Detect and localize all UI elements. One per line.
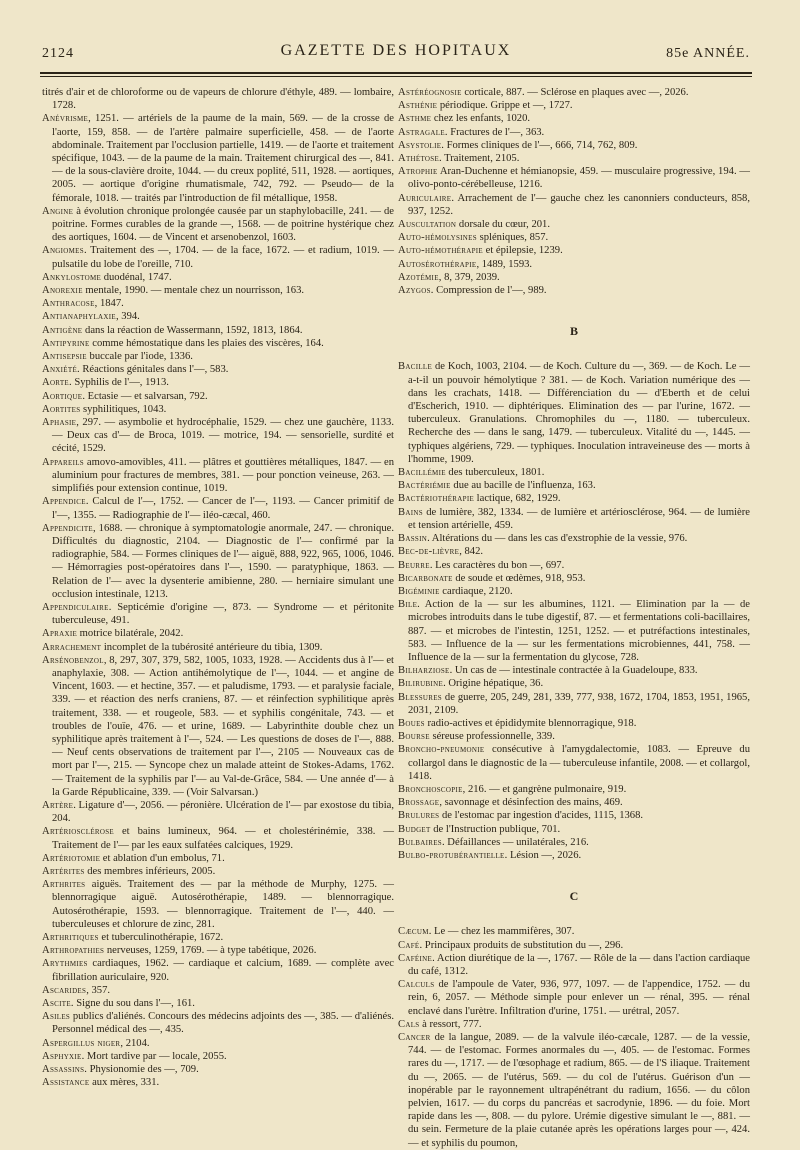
entry-heading: Astéréognosie [398,87,462,98]
entry-text: , savonnage et désinfection des mains, 469. [439,797,623,809]
entry-text: . Traitement, 2105. [439,153,520,165]
header-rule-thick [40,72,752,74]
entry-heading: Azygos [398,285,431,297]
index-entry [398,598,750,664]
index-entry [42,522,394,601]
entry-heading: Cancer [398,1032,431,1043]
index-entry [398,152,750,165]
entry-text: périodique. Grippe et —, 1727. [437,100,573,112]
index-entry [42,363,394,376]
entry-heading: Ascite [42,998,71,1010]
entry-heading: Bacillémie [398,467,446,479]
entry-text: de l'Instruction publique, 701. [430,823,561,835]
entry-text: . Physionomie des —, 709. [84,1064,199,1076]
index-entry [42,1050,394,1063]
entry-text: . Réactions génitales dans l'—, 583. [77,364,229,376]
entry-heading: Angine [42,205,74,217]
index-entry [42,931,394,944]
index-entry [398,545,750,558]
index-entry [42,852,394,865]
entry-heading: Bilharziose [398,665,450,677]
entry-text: , 1688. — chronique à symptomatologie anormale, 247. — chronique. Difficultés du diagnostic, 2104. — Diagnostic de l'— confirmé par la radiographie, 584. — Formes cliniques de l'— aiguë, 888, 922, 965, 1006, 1046. — Hémorragies post-opératoires dans l'—, 1590. — paratyphique, 1863. — Relation de l'— avec la dysenterie amibienne, 280. — herniaire simulant une occlusion intestinale, 1213. [52,522,394,600]
entry-text: de soude et œdèmes, 918, 953. [452,572,586,584]
index-entry [398,730,750,743]
entry-text: et tuberculinothérapie, 1672. [98,932,224,943]
entry-text: . Les caractères du bon —, 697. [429,559,565,571]
entry-text: de lumière, 382, 1334. — de lumière et artériosclérose, 964. — de lumière et tension artérielle, 459. [408,506,750,531]
entry-heading: Auriculaire [398,192,452,204]
index-entry [398,192,750,218]
index-entry [42,944,394,957]
entry-text: lactique, 682, 1929. [474,493,561,505]
right-column [398,86,750,1150]
entry-text: , 8, 379, 2039. [438,271,500,283]
entry-heading: Blessures [398,691,442,703]
entry-heading: Asphyxie [42,1050,82,1062]
index-entry [398,925,750,938]
entry-text: buccale par l'iode, 1336. [86,351,193,363]
index-entry [42,878,394,931]
entry-heading: Anorexie [42,285,83,297]
index-entry [42,654,394,799]
entry-heading: Asystolie [398,139,442,151]
entry-text: corticale, 887. — Sclérose en plaques avec —, 2026. [461,87,689,98]
entry-text: , 216. — et gangrène pulmonaire, 919. [462,783,627,795]
index-entry [42,627,394,640]
entry-text: de Koch, 1003, 2104. — de Koch. Culture du —, 369. — de Koch. Le — a-t-il un pouvoir hémolytique ? 381. — de Koch. Variation numérique des — dans les crachats, 1418. — Différenciation du — d'Eberth et de celui d'Escherich, 1910. — diphtériques. Elimination des — par l'urine, 1672. — tuberculeux. Granulations. Chromophiles du —, 1180. — tuberculeux. Recherche des — dans le sang, 1479. — tuberculeux. Vitalité du —, 1445. — typhiques algériens, 729. — typhiques. Inoculation intraveineuse des — morts à l'homme, 1909. [408,361,750,465]
index-entry [398,823,750,836]
index-entry [398,717,750,730]
entry-text: . Fractures de l'—, 363. [444,126,545,138]
entry-heading: Asthénie [398,100,438,112]
entry-heading: Atrophie [398,166,438,178]
index-entry [42,641,394,654]
entry-text: . Septicémie d'origine —, 873. — Syndrome — et péritonite tuberculeuse, 491. [52,601,394,627]
entry-heading: Bactériémie [398,480,451,492]
entry-text: . Défaillances — unilatérales, 216. [442,836,589,848]
entry-heading: Bilirubine [398,678,444,690]
year-label: 85e ANNÉE. [666,46,750,61]
index-entry [42,205,394,245]
index-entry [42,456,394,496]
entry-text: due au bacille de l'influenza, 163. [450,480,596,492]
index-entry [398,258,750,271]
index-entry [398,218,750,231]
index-entry [398,506,750,532]
index-entry [398,139,750,152]
index-entry [42,297,394,310]
index-entry [42,601,394,627]
entry-text: de la langue, 2089. — de la valvule iléo-cæcale, 1287. — de la vessie, 744. — de l'estomac. Formes anormales du —, 405. — de l'estomac. Formes rares du —, 1717. — de l'œsophage et radium, 865. — de l'S iliaque. Traitement du —, 2065. — de l'utérus, 569. — du col de l'utérus. Guérison d'un — inopérable par le rayonnement ultrapénétrant du radium, 1656. — du côlon pelvien, 1617. — du corps du pancréas et sacrodynie, 1896. — du foie. Mort rapide dans les —, 808. — du pylore. Urémie digestive simulant le —, 881. — du sein. Fermeture de la plaie cutanée après les opérations larges pour —, 424. — et syphilis du poumon, [408,1032,750,1149]
index-entry [42,865,394,878]
index-entry [398,360,750,466]
entry-text: nerveuses, 1259, 1769. — à type tabétique, 2026. [104,945,317,957]
entry-text: mentale, 1990. — mentale chez un nourrisson, 163. [82,285,305,297]
section-b [398,360,750,862]
entry-text: . Origine hépatique, 36. [443,678,544,690]
page-number: 2124 [42,46,74,61]
entry-text: cardiaque, 2120. [439,585,513,597]
entry-heading: Appendicite [42,522,94,534]
entry-text: . Un cas de — intestinale contractée à la Guadeloupe, 833. [449,665,698,677]
entry-heading: Angiomes [42,245,84,257]
index-entry [42,390,394,403]
index-entry [398,585,750,598]
entry-text: chez les enfants, 1020. [431,113,531,125]
entry-text: . Altérations du — dans les cas d'exstrophie de la vessie, 976. [427,533,688,545]
entry-heading: Bicarbonate [398,572,453,584]
section-letter-c: C [569,889,579,904]
entry-text: de l'estomac par ingestion d'acides, 1115, 1368. [439,810,644,822]
entry-heading: Broncho-pneumonie [398,744,485,756]
entry-heading: Anxiété [42,364,78,376]
entry-text: à évolution chronique prolongée causée par un staphylobacille, 241. — de poitrine. Formes curables de la grande —, 1568. — de poitrine hystérique chez des aortiques, 1604. — de Vincent et arsenobenzol, 1603. [52,205,394,244]
index-entry [398,1031,750,1150]
entry-text: . Action de la — sur les albumines, 1121. — Elimination par la — de microbes introduits dans le tube digestif, 87. — et fermentations coli-bacillaires, 887. — et microbes de l'intestin, 1251, 1252. — et putréfactions intestinales, 583. — Influence de la — sur les fermentations microbiennes, 441, 758. — Influence de la — sur la fermentation du glycose, 728. [408,599,750,663]
index-entry [42,1010,394,1036]
index-entry [42,112,394,204]
index-entry [398,559,750,572]
entry-heading: Appareils [42,456,84,468]
entry-heading: Apraxie [42,628,78,640]
index-entry [398,99,750,112]
entry-heading: Bourse [398,731,430,743]
entry-heading: Artériotomie [42,852,101,864]
index-entry [42,799,394,825]
section-letter-b: B [569,324,578,339]
entry-heading: Arthropathies [42,945,105,957]
entry-text: et bains lumineux, 964. — et cholestérinémie, 338. — Traitement de l'— par les eaux sulfatées calciques, 1929. [52,826,394,851]
entry-text: . Ectasie — et salvarsan, 792. [82,390,208,402]
entry-text: aux mères, 331. [89,1077,160,1089]
entry-text: . Calcul de l'—, 1752. — Cancer de l'—, 1193. — Cancer primitif de l'—, 1355. — Radiographie de l'— iléo-cæcal, 460. [52,496,394,521]
running-header [42,42,750,68]
entry-heading: Bec-de-lièvre [398,546,460,558]
entry-heading: Appendice [42,496,86,508]
entry-text: , 357. [86,984,111,996]
entry-text: . Mort tardive par — locale, 2055. [81,1050,227,1062]
index-entry [398,677,750,690]
entry-text: de l'ampoule de Vater, 936, 977, 1097. — de l'appendice, 1752. — du rein, 6, 2057. — Méthode simple pour enlever un — rénal, 395. — rénal enclavé dans l'urètre. Infiltration d'urine, 1751. — urétral, 2057. [408,979,750,1017]
entry-text: et épilepsie, 1239. [482,245,563,257]
entry-text: . Principaux produits de substitution du —, 296. [419,939,624,951]
index-entry [42,984,394,997]
entry-heading: Aorte [42,377,70,389]
entry-text: des tuberculeux, 1801. [445,467,545,479]
index-entry [398,691,750,717]
index-entry [398,743,750,783]
entry-heading: Beurre [398,559,430,571]
entry-heading: Asthme [398,113,432,125]
index-entry [398,664,750,677]
entry-heading: Brulures [398,810,440,822]
index-entry [398,492,750,505]
entry-heading: Café [398,939,420,951]
entry-text: incomplet de la tubérosité antérieure du tibia, 1309. [101,641,323,653]
index-entry [398,466,750,479]
left-column [42,86,394,1089]
entry-heading: Arsénobenzol [42,654,104,666]
entry-text: de guerre, 205, 249, 281, 339, 777, 938, 1672, 1704, 1853, 1951, 1965, 2031, 2109. [408,691,750,716]
index-entry [398,479,750,492]
entry-text: . Le — chez les mammifères, 307. [428,926,575,938]
entry-heading: Auscultation [398,219,457,231]
entry-heading: Auto-hémothérapie [398,245,483,257]
index-entry [42,403,394,416]
entry-text: . Signe du sou dans l'—, 161. [70,998,195,1010]
index-entry [398,952,750,978]
index-entry [398,271,750,284]
entry-heading: Bulbo-protubérantielle [398,849,505,861]
entry-heading: Athétose [398,153,440,165]
entry-text: . Formes cliniques de l'—, 666, 714, 762, 809. [441,139,638,151]
entry-heading: Bassin [398,533,428,545]
entry-text: aiguës. Traitement des — par la méthode de Murphy, 1275. — blennorragique aiguë. Autosérothérapie, 1489. — blennorragique. Autosérothérapie, 1593. — blennorragique. Traitement de l'—, 440. — tuberculeuses et chlorure de zinc, 281. [52,879,394,930]
entry-heading: Auto-hémolysines [398,232,477,244]
index-entry [42,957,394,983]
index-entry [42,1037,394,1050]
index-entry [398,126,750,139]
index-entry [398,809,750,822]
entry-text: publics d'aliénés. Concours des médecins adjoints des —, 385. — d'aliénés. Personnel médical des —, 435. [52,1011,394,1036]
entry-heading: Caféine [398,952,433,964]
index-entry [398,284,750,297]
entry-heading: Calculs [398,979,435,991]
index-entry [398,112,750,125]
entry-text: . Traitement des —, 1704. — de la face, 1672. — et radium, 1019. — pulsatile du lobe de l'oreille, 710. [52,245,394,270]
header-rule-thin [40,76,752,77]
index-entry [398,939,750,952]
entry-heading: Bronchoscopie [398,783,463,795]
entry-heading: Ascarides [42,984,87,996]
entry-text: , 1489, 1593. [476,258,533,270]
entry-text: . Syphilis de l'—, 1913. [69,377,169,389]
entry-heading: Arthrites [42,879,86,891]
index-entry [398,244,750,257]
entry-heading: Bacille [398,361,433,373]
entry-text: , 394. [115,311,140,323]
entry-heading: Assassins [42,1064,85,1076]
index-entry [398,1018,750,1031]
index-entry [42,495,394,521]
section-c [398,925,750,1149]
entry-text: à ressort, 777. [419,1018,482,1030]
entry-text: spléniques, 857. [476,232,549,244]
index-entry [398,783,750,796]
entry-text: . Lésion —, 2026. [504,849,582,861]
entry-text: duodénal, 1747. [101,271,172,283]
entry-text: . Arrachement de l'— gauche chez les canonniers conducteurs, 858, 937, 1252. [408,192,750,217]
entry-heading: Autosérothérapie [398,258,477,270]
index-entry [42,86,394,112]
entry-heading: Antianaphylaxie [42,311,116,323]
entry-heading: Artériosclérose [42,826,115,838]
entry-heading: Arythmies [42,958,88,970]
entry-text: . Action diurétique de la —, 1767. — Rôle de la — dans l'action cardiaque du café, 1312. [408,952,750,977]
entry-text: comme hémostatique dans les plaies des viscères, 164. [89,337,324,349]
index-entry [42,284,394,297]
entry-heading: Anthracose [42,298,95,310]
entry-heading: Arrachement [42,641,102,653]
entry-text: titrés d'air et de chloroforme ou de vapeurs de chlorure d'éthyle, 489. — lombaire, 1728. [42,87,394,112]
entry-text: cardiaques, 1962. — cardiaque et calcium, 1689. — complète avec fibrillation auriculaire, 920. [52,958,394,983]
index-entry [42,1076,394,1089]
entry-text: . Compression de l'—, 989. [430,285,547,297]
entry-text: , 8, 297, 307, 379, 582, 1005, 1033, 1928. — Accidents dus à l'— et anaphylaxie, 308. — Action antihémolytique de l'—, 1044. — et angine de Vincent, 1603. — et hectine, 357. — et paludisme, 1793. — et paralysie faciale, 339. — et réaction des nerfs craniens, 87. — et réinfection syphilitique après traitement, 338. — et rougeole, 583. — et syphilis congénitale, 743. — et troubles de l'ouïe, 476. — et urine, 1689. — Labyrinthite double chez un syphilitique après traitement à l'—, 524. — Les questions de doses de l'—, 888. — Neuf cents observations de traitement par l'—, 2105 — Nouveaux cas de mort par l'—, 215. — Syncope chez un malade atteint de Stokes-Adams, 1762. — Traitement de la syphilis par l'— au Val-de-Grâce, 584. — Une année d'— à la Garde Républicaine, 339. — (Voir Salvarsan.) [52,654,394,798]
entry-text: séreuse professionnelle, 339. [429,731,555,743]
index-entry [42,271,394,284]
index-entry [398,978,750,1018]
entry-text: , 2104. [120,1037,150,1049]
entry-text: dorsale du cœur, 201. [456,219,551,231]
entry-text: amovo-amovibles, 411. — plâtres et gouttières métalliques, 1847. — en aluminium pour fractures de membres, 381. — pour ponction veineuse, 263. — simplifiés pour extension continue, 1019. [52,456,394,495]
index-entry [42,324,394,337]
entry-heading: Bactériothérapie [398,493,475,505]
entry-heading: Artérites [42,865,85,877]
index-entry [42,825,394,851]
entry-heading: Aspergillus niger [42,1037,121,1049]
entry-heading: Antigène [42,324,83,336]
entry-heading: Bains [398,506,423,518]
entry-text: , 842. [459,546,484,558]
index-entry [398,572,750,585]
index-entry [398,849,750,862]
entry-text: , 1847. [94,298,124,310]
index-entry [398,796,750,809]
entry-heading: Aphasie [42,417,77,429]
index-entry [42,310,394,323]
index-entry [398,532,750,545]
entry-heading: Anévrisme [42,113,89,125]
entry-heading: Cæcum [398,926,429,938]
journal-title: GAZETTE DES HOPITAUX [280,42,512,59]
entry-heading: Azotémie [398,271,439,283]
entry-text: consécutive à l'amygdalectomie, 1083. — Epreuve du collargol dans le diagnostic de la — tuberculeuse infantile, 2008. — et collargol, 1418. [408,744,750,782]
entry-heading: Arthritiques [42,932,99,943]
entry-text: dans la réaction de Wassermann, 1592, 1813, 1864. [82,324,303,336]
entry-heading: Appendiculaire [42,601,109,613]
entry-heading: Aortique [42,390,83,402]
entry-heading: Artère [42,799,74,811]
entry-heading: Bulbaires [398,836,442,848]
index-entry [42,376,394,389]
index-entry [42,244,394,270]
section-a-continued [398,86,750,297]
entry-heading: Brossage [398,797,440,809]
entry-heading: Bile [398,599,418,611]
index-entry [42,337,394,350]
index-entry [42,997,394,1010]
entry-text: syphilitiques, 1043. [80,403,167,415]
index-entry [42,1063,394,1076]
index-entry [42,416,394,456]
entry-heading: Bigéminie [398,585,440,597]
entry-text: et ablation d'un embolus, 71. [100,852,225,864]
entry-text: radio-actives et épididymite blennorragique, 918. [424,717,637,729]
entry-text: motrice bilatérale, 2042. [77,628,184,640]
entry-text: . Ligature d'—, 2056. — péronière. Ulcération de l'— par exostose du tibia, 204. [52,799,394,825]
entry-text: , 297. — asymbolie et hydrocéphalie, 1529. — chez une gauchère, 1133. — Deux cas d'— de Broca, 1019. — motrice, 194. — sensorielle, surdité et cécité, 1529. [52,417,394,455]
entry-heading: Boues [398,717,425,729]
index-entry [398,86,750,99]
entry-text: Aran-Duchenne et hémianopsie, 459. — musculaire progressive, 194. — olivo-ponto-cérébelleuse, 1216. [408,166,750,191]
entry-heading: Aortites [42,403,81,415]
entry-heading: Astragale [398,126,445,138]
entry-text: des membres inférieurs, 2005. [84,865,216,877]
index-entry [398,836,750,849]
index-entry [398,231,750,244]
entry-heading: Budget [398,823,431,835]
entry-heading: Cals [398,1018,420,1030]
index-entry [398,165,750,191]
entry-heading: Antisepsie [42,351,87,363]
entry-text: , 1251. — artériels de la paume de la main, 569. — de la crosse de l'aorte, 159, 858. — de l'artère palmaire superficielle, 458. — de l'aorte abdominale. Traitement par l'occlusion partielle, 1419. — de l'aorte et traitement spécifique, 1043. — de la paume de la main. Traitement chirurgical des —, 841. — de la sous-clavière droite, 1044. — du creux poplité, 511, 1928. — aortiques, 2005. — aortique d'origine rhumatismale, 742, 792. — Pseudo— de la fémorale, 1018. — traités par l'introduction de fil métallique, 1958. [52,113,394,204]
entry-heading: Ankylostome [42,271,102,283]
entry-heading: Assistance [42,1077,90,1089]
entry-heading: Asiles [42,1011,71,1023]
entry-heading: Antipyrine [42,337,90,349]
index-entry [42,350,394,363]
